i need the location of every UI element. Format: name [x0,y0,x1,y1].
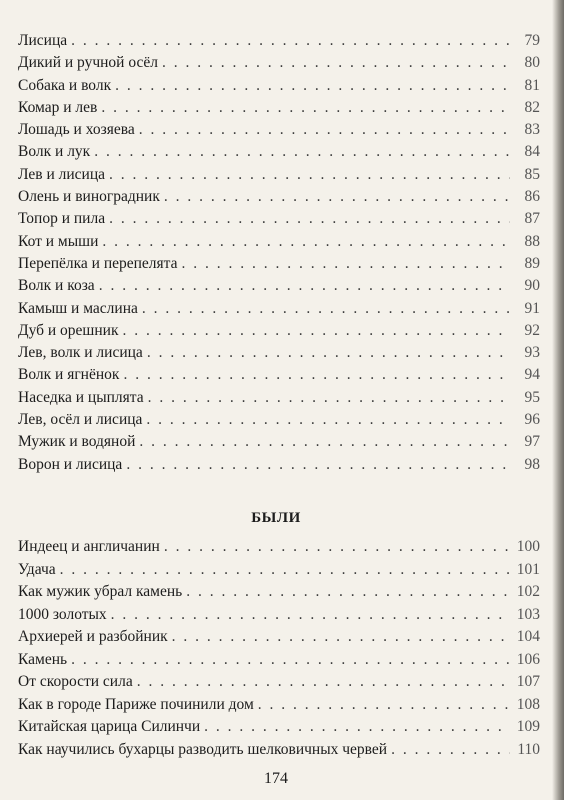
toc-entry-title: Лев, осёл и лисица [18,411,143,429]
toc-entry-title: Камень [18,650,68,668]
toc-entry-title: Волк и ягнёнок [18,366,120,384]
section-heading: БЫЛИ [251,510,301,526]
toc-entry-title: Перепёлка и перепелята [18,254,178,272]
toc-entry-page: 90 [524,277,540,295]
toc-entry-title: Волк и лук [18,143,91,161]
toc-entry [18,233,540,255]
toc-entry-title: Собака и волк [18,76,112,94]
toc-entry [18,628,540,651]
dot-leader [186,583,510,601]
toc-entry-title: Дуб и орешник [18,321,119,339]
toc-entry-title: Мужик и водяной [18,433,136,451]
toc-entry-page: 79 [524,32,540,49]
toc-entry-page: 80 [524,54,540,72]
toc-entry [18,54,540,76]
toc-entry-title: Камыш и маслина [18,299,138,317]
toc-entry-page: 102 [516,583,540,600]
toc-entry [18,606,540,629]
toc-entry [18,255,540,277]
dot-leader [102,233,510,251]
toc-entry [18,538,540,561]
dot-leader [391,741,510,759]
toc-entry [18,561,540,584]
dot-leader [204,718,510,736]
toc-entry [18,696,540,719]
toc-entry [18,456,540,478]
toc-entry-title: Китайская царица Силинчи [18,718,201,735]
toc-entry [18,651,540,674]
fables-toc-list [18,32,540,478]
toc-entry [18,188,540,210]
toc-entry-page: 91 [524,299,540,317]
toc-entry-title: Олень и виноградник [18,188,160,206]
toc-entry [18,433,540,455]
toc-entry-title: Волк и коза [18,277,95,295]
toc-entry [18,583,540,606]
toc-entry-title: Ворон и лисица [18,455,123,473]
toc-entry [18,366,540,388]
toc-entry-title: 1000 золотых [18,605,107,623]
dot-leader [162,54,510,72]
toc-entry-title: Как в городе Париже починили дом [18,695,254,713]
dot-leader [123,366,510,384]
toc-entry [18,389,540,411]
dot-leader [71,651,510,669]
dot-leader [148,389,510,407]
toc-entry-title: Наседка и цыплята [18,388,144,406]
dot-leader [139,433,510,451]
toc-entry [18,277,540,299]
toc-entry-page: 92 [524,321,540,339]
dot-leader [101,99,510,117]
dot-leader [126,456,510,474]
toc-entry [18,32,540,54]
dot-leader [137,673,510,691]
toc-entry [18,121,540,143]
dot-leader [147,344,510,362]
toc-entry-page: 82 [524,98,540,116]
dot-leader [164,188,510,206]
dot-leader [142,300,510,318]
dot-leader [146,411,510,429]
toc-entry [18,210,540,232]
toc-entry-page: 93 [524,344,540,362]
page-edge-shadow [552,0,564,800]
toc-entry [18,166,540,188]
toc-entry-title: Как научились бухарцы разводить шелковичных червей [18,740,388,758]
dot-leader [172,628,510,646]
toc-entry-page: 83 [524,121,540,139]
toc-entry-page: 101 [516,560,540,578]
toc-entry-title: Индеец и англичанин [18,538,160,555]
toc-entry-page: 95 [524,388,540,406]
toc-entry-title: От скорости сила [18,673,133,690]
dot-leader [94,143,510,161]
dot-leader [258,696,510,714]
toc-entry-page: 100 [516,538,540,555]
toc-entry-page: 109 [516,718,540,735]
toc-entry-title: Топор и пила [18,210,106,228]
toc-entry-page: 85 [524,165,540,183]
toc-entry-title: Лошадь и хозяева [18,121,135,139]
toc-entry-page: 106 [516,650,540,668]
page-number: 174 [264,770,288,787]
toc-entry-page: 86 [524,188,540,206]
dot-leader [71,32,510,50]
toc-entry [18,344,540,366]
toc-entry [18,741,540,764]
toc-entry [18,411,540,433]
toc-entry-page: 89 [524,254,540,272]
toc-entry-page: 96 [524,411,540,429]
toc-entry [18,77,540,99]
dot-leader [60,561,510,579]
toc-entry-title: Лев и лисица [18,165,106,183]
toc-entry-page: 97 [524,433,540,451]
toc-entry-page: 94 [524,366,540,384]
dot-leader [111,606,510,624]
toc-entry-title: Лисица [18,32,68,49]
dot-leader [182,255,510,273]
dot-leader [123,322,511,340]
toc-entry-page: 103 [516,605,540,623]
toc-entry [18,300,540,322]
dot-leader [164,538,510,556]
toc-entry-page: 108 [516,695,540,713]
dot-leader [109,166,510,184]
dot-leader [115,77,510,95]
toc-entry-title: Как мужик убрал камень [18,583,183,600]
dot-leader [99,277,510,295]
toc-entry-page: 110 [517,740,540,758]
toc-entry-page: 88 [524,232,540,250]
toc-entry-page: 84 [524,143,540,161]
dot-leader [139,121,510,139]
toc-entry-title: Лев, волк и лисица [18,344,143,362]
toc-entry-page: 81 [524,76,540,94]
toc-entry [18,99,540,121]
toc-entry-page: 104 [516,628,540,645]
toc-entry-title: Кот и мыши [18,232,99,250]
toc-entry-title: Дикий и ручной осёл [18,54,158,72]
toc-entry [18,143,540,165]
dot-leader [109,210,510,228]
toc-entry-page: 98 [524,455,540,473]
toc-entry-page: 107 [516,673,540,690]
toc-entry [18,322,540,344]
toc-entry-title: Архиерей и разбойник [18,628,168,645]
toc-entry [18,718,540,741]
toc-entry [18,673,540,696]
toc-entry-title: Удача [18,560,56,578]
toc-entry-page: 87 [524,210,540,228]
byli-toc-list [18,538,540,763]
toc-entry-title: Комар и лев [18,98,98,116]
